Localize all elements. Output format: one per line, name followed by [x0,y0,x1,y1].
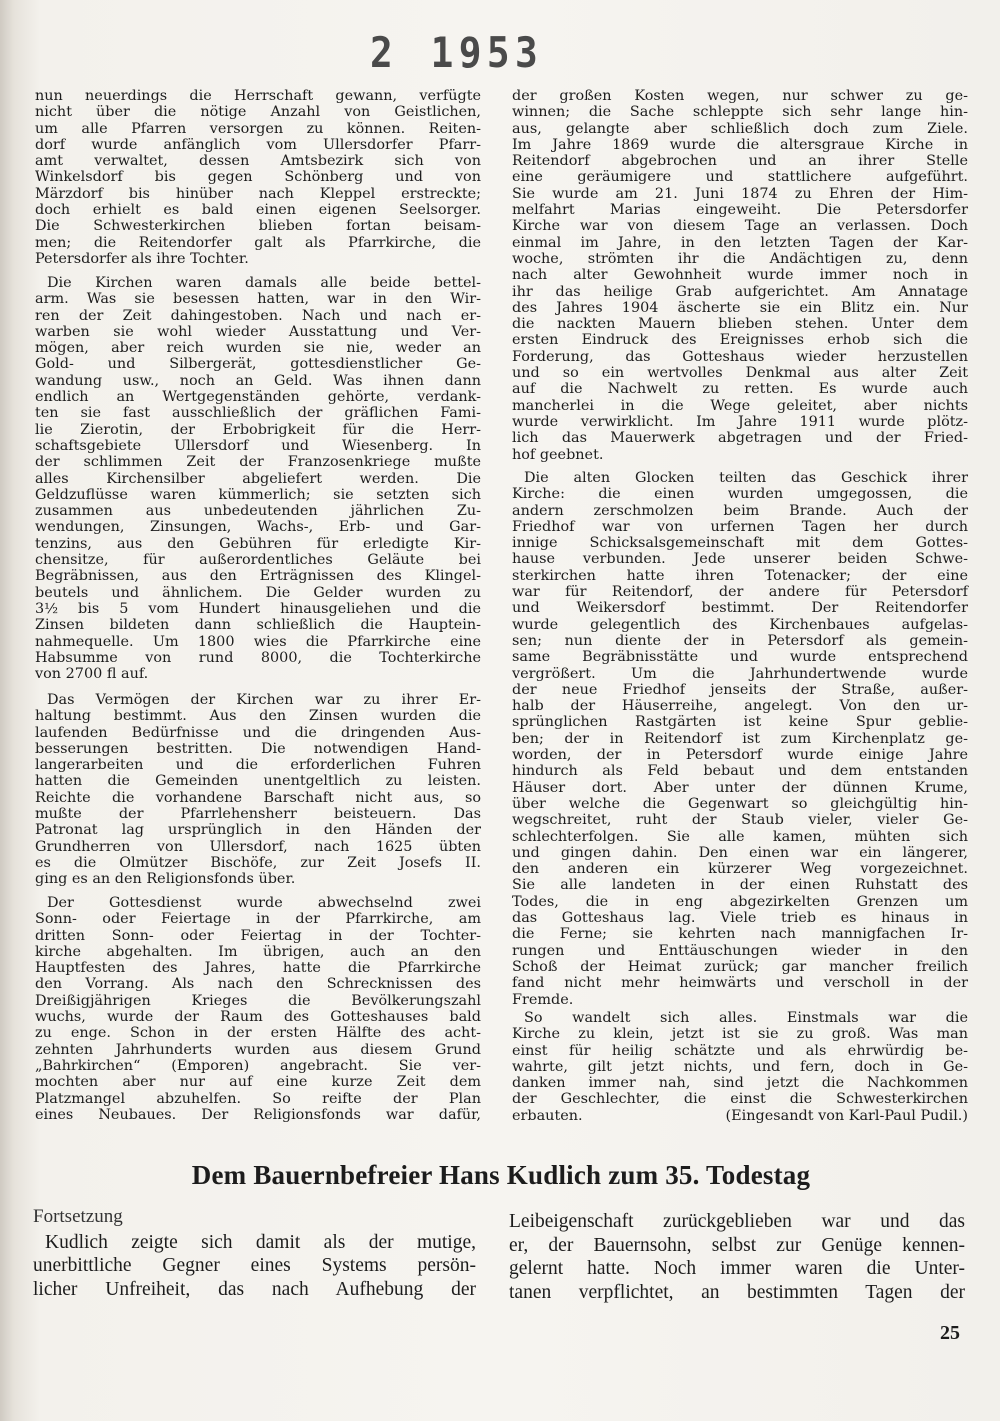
text-line: alles Kirchensilber abgeliefert werden. Die [35,470,481,487]
text-line: same Begräbnisstätte und wurde entsprechend [512,649,968,666]
text-line: doch erhielt es bald einen eigenen Seelsorger. [35,202,481,219]
text-line: Fremde. [512,991,574,1008]
text-line: Dreißigjährigen Krieges die Bevölkerungszahl [35,992,481,1009]
text-line: woche, strömten ihr die Andächtigen zu, denn [512,250,968,267]
text-line: amt verwaltet, dessen Amtsbezirk sich von [35,153,481,170]
text-line: mancherlei in die Wege geleitet, aber nichts [512,397,968,414]
text-line: Winkelsdorf bis gegen Schönberg und von [35,169,481,186]
text-line: innige Schicksalsgemeinschaft mit dem Gottes- [512,535,968,552]
text-line: Die Schwesterkirchen blieben fortan beisam- [35,218,481,235]
text-line: rungen und Enttäuschungen wieder in den [512,942,968,959]
text-line: mochten aber nur auf eine kurze Zeit dem [35,1074,481,1091]
text-line: eines Neubaues. Der Religionsfonds war dafür, [35,1106,481,1123]
text-line: ben; der in Reitendorf ist zum Kirchenplatz ge- [512,730,968,747]
text-line: chensitze, für außerordentliches Geläute bei [35,552,481,569]
text-line: eine geräumigere und stattlichere aufgeführt. [512,169,968,186]
text-line: den Vorrang. Als nach den Schrecknissen des [35,976,481,993]
text-line: fand nicht mehr heimwärts und verscholl in der [512,975,968,992]
article2-right-column [509,1210,965,1304]
text-line: ihr das heilige Grab aufgerichtet. Am Annatage [512,283,968,300]
continuation-label: Fortsetzung [33,1206,123,1227]
text-line: beutels und ähnlichem. Die Gelder wurden zu [35,584,481,601]
text-line: zusammen aus unbedeutenden jährlichen Zu- [35,503,481,520]
paragraph [512,470,968,1008]
text-line: danken immer nah, sind jetzt die Nachkommen [512,1075,968,1092]
text-line: Zinsen bildeten dann schließlich die Hauptein- [35,617,481,634]
text-line: ten sie fast ausschließlich der gräflichen Fami- [35,405,481,422]
paragraph [35,692,481,888]
paragraph [35,895,481,1123]
text-line: er, der Bauernsohn, selbst zur Genüge kennen- [509,1234,965,1256]
text-line: unerbittliche Gegner eines Systems persön- [33,1255,476,1276]
text-line: Friedhof war von urfernen Tagen her durch [512,518,968,535]
text-line: nahmequelle. Um 1800 wies die Pfarrkirche eine [35,633,481,650]
text-line: Todes, die in eng abgezirkelten Grenzen um [512,893,968,910]
text-line: wandung usw., noch an Geld. Was ihnen dann [35,372,481,389]
text-line: 3½ bis 5 vom Hundert hinausgeliehen und die [35,600,481,617]
text-line: winnen; die Sache schleppte sich sehr lange hin- [512,104,968,121]
text-line: dritten Sonn- oder Feiertag in der Tochter- [35,927,481,944]
text-line: wahrte, gilt jetzt nichts, und fern, doch in Ge- [512,1058,968,1075]
text-line: vergrößert. Um die Jahrhundertwende wurde [512,665,968,682]
text-line: hause verbunden. Jede unserer beiden Schwe- [512,551,968,568]
text-line: lie Zierotin, der Erbobrigkeit für die Herr- [35,421,481,438]
closing-line [512,1108,968,1124]
text-line: Sonn- oder Feiertage in der Pfarrkirche, am [35,911,481,928]
text-line: hindurch als Feld bebaut und dem entstanden [512,763,968,780]
text-line: es die Olmützer Bischöfe, zur Zeit Josefs II. [35,854,481,871]
text-line: um alle Pfarren versorgen zu können. Reiten- [35,120,481,137]
text-line: Die Kirchen waren damals alle beide bettel- [47,275,481,291]
text-line: Schoß der Heimat zurück; gar mancher freilich [512,958,968,975]
text-line: „Bahrkirchen“ (Emporen) angebracht. Sie ver- [35,1057,481,1074]
text-line: aus, gelangte aber schließlich doch zum Ziele. [512,120,968,137]
final-text: erbauten. [512,1107,583,1124]
text-line: der neue Friedhof jenseits der Straße, außer- [512,681,968,698]
text-line: endlich an Wertgegenständen gehörte, verdank- [35,389,481,406]
text-line: warben sie wohl wieder Ausstattung und Ver- [35,323,481,340]
text-line: men; die Reitendorfer galt als Pfarrkirche, die [35,234,481,251]
text-line: Kirche war von diesem Tage an verlassen. Doch [512,218,968,235]
paragraph [35,88,481,267]
text-line: wuchs, wurde der Raum des Gotteshauses bald [35,1009,481,1026]
text-line: Die alten Glocken teilten das Geschick ihrer [524,470,968,486]
text-line: und Weikersdorf bestimmt. Der Reitendorfer [512,600,968,617]
text-line: sterkirchen hatte ihren Totenacker; der eine [512,567,968,584]
text-line: nicht über die nötige Anzahl von Geistlichen, [35,104,481,121]
text-line: kirche abgehalten. Im übrigen, auch an den [35,943,481,960]
text-line: schaftsgebiete Ullersdorf und Wiesenberg. In [35,437,481,454]
text-line: war für Reitendorf, der andere für Petersdorf [512,584,968,601]
text-line: worden, der in Petersdorf wurde einige Jahre [512,747,968,764]
text-line: Forderung, das Gotteshaus wieder herzustellen [512,348,968,365]
text-line: haltung bestimmt. Aus den Zinsen wurden die [35,708,481,725]
text-line: ging es an den Religionsfonds über. [35,871,296,888]
text-line: Reichte die vorhandene Barschaft nicht aus, so [35,789,481,806]
paragraph [35,275,481,682]
text-line: Gold- und Silbergerät, gottesdienstlicher Ge- [35,356,481,373]
text-line: Reitendorf abgebrochen und an ihrer Stelle [512,153,968,170]
text-line: das Gotteshaus lag. Viele trieb es hinaus in [512,910,968,927]
text-line: nun neuerdings die Herrschaft gewann, verfügte [35,88,481,104]
text-line: auf die Nachwelt zu retten. Es wurde auch [512,381,968,398]
text-line: Das Vermögen der Kirchen war zu ihrer Er- [47,692,481,708]
text-line: und gingen dahin. Den einen war ein längerer, [512,844,968,861]
text-line: über welche die Gegenwart so gleichgültig hin- [512,795,968,812]
text-line: andern zerschmolzen beim Brande. Auch der [512,502,968,519]
text-line: halb der Häuserreihe, angelegt. Von den ur- [512,698,968,715]
text-line: einst für heilig schätzte und als ehrwürdig be- [512,1042,968,1059]
text-line: der großen Kosten wegen, nur schwer zu ge- [512,88,968,104]
text-line: und so ein wertvolles Denkmal aus alter Zeit [512,365,968,382]
article2-left-column [33,1205,476,1301]
text-line: arm. Was sie besessen hatten, war in den Wir- [35,291,481,308]
text-line: der schlimmen Zeit der Franzosenkriege mußte [35,454,481,471]
text-line: der Geschlechter, die einst die Schwesterkirchen [512,1091,968,1108]
text-line: So wandelt sich alles. Einstmals war die [524,1010,968,1026]
text-line: Leibeigenschaft zurückgeblieben war und das [509,1211,965,1232]
author-signature: (Eingesandt von Karl-Paul Pudil.) [725,1107,968,1124]
text-line: Grundherren von Ullersdorf, nach 1625 übten [35,838,481,855]
text-line: gelernt hatte. Noch immer waren die Unter- [509,1258,965,1279]
text-line: Sie wurde am 21. Juni 1874 zu Ehren der Him- [512,185,968,202]
text-line: Kirche zu klein, jetzt ist sie zu groß. Was man [512,1026,968,1043]
text-line: wegschreitet, ruht der Staub vieler, vieler Ge- [512,812,968,829]
text-line: Hauptfesten des Jahres, hatte die Pfarrkirche [35,960,481,977]
text-line: die nackten Mauern blieben stehen. Unter dem [512,316,968,333]
paragraph [512,1010,968,1124]
text-line: sprünglichen Rastgärten ist keine Spur geblie- [512,714,968,731]
text-line: tanen verpflichtet, an bestimmten Tagen der [509,1281,965,1303]
text-line: lich das Mauerwerk abgetragen und der Fried- [512,430,968,447]
text-line: den anderen ein kürzerer Weg vorgezeichnet. [512,861,968,878]
issue-stamp [370,28,576,77]
text-line: wurde verwirklicht. Im Jahre 1911 wurde plötz- [512,413,968,430]
text-line: Begräbnissen, aus den Erträgnissen des Klingel- [35,568,481,585]
text-line: schlechterfolgen. Sie alle kamen, mühten sich [512,828,968,845]
stamp-year: 1953 [430,28,544,77]
text-line: melfahrt Marias eingeweiht. Die Petersdorfer [512,202,968,219]
text-line: sen; nun diente der in Petersdorf als gemein- [512,632,968,649]
text-line: von 2700 fl auf. [35,666,149,683]
text-line: nach alter Gewohnheit wurde immer noch in [512,267,968,284]
text-line: mußte der Pfarrlehensherr beisteuern. Das [35,806,481,823]
text-line: mögen, aber reich wurden sie nie, weder an [35,340,481,357]
text-line: Geldzuflüsse waren kümmerlich; sie setzten sich [35,486,481,503]
text-line: ersten Eindruck des Ereignisses erhob sich die [512,332,968,349]
text-line: zu enge. Schon in der ersten Hälfte des acht- [35,1025,481,1042]
text-line: zehnten Jahrhunderts wurden aus diesem Grund [35,1041,481,1058]
text-line: Häuser dort. Aber unter der dünnen Krume, [512,779,968,796]
text-line: dorf wurde anfänglich vom Ullersdorfer Pfarr- [35,136,481,153]
text-line: Märzdorf bis hinüber nach Kleppel erstreckte; [35,185,481,202]
text-line: hof geebnet. [512,446,604,463]
text-line: Petersdorfer als ihre Tochter. [35,250,249,267]
text-line: Kudlich zeigte sich damit als der mutige, [45,1231,476,1253]
text-line: Patronat lag ursprünglich in den Händen der [35,822,481,839]
text-line: des Jahres 1904 äscherte sie ein Blitz ein. Nur [512,299,968,316]
text-line: Kirche: die einen wurden umgegossen, die [512,486,968,503]
text-line: tenzins, aus den Gebühren für erledigte Kir- [35,535,481,552]
text-line: Platzmangel abzuhelfen. So reifte der Plan [35,1090,481,1107]
text-line: hatten die Gemeinden unentgeltlich zu leisten. [35,773,481,790]
stamp-issue: 2 [370,28,399,77]
text-line: einmal im Jahre, in den letzten Tagen der Kar- [512,234,968,251]
text-line: laufenden Bedürfnisse und die dringenden Aus- [35,724,481,741]
text-line: licher Unfreiheit, das nach Aufhebung der [33,1278,476,1300]
text-line: die Ferne; sie kehrten nach mannigfachen Ir- [512,926,968,943]
text-line: wurde gelegentlich des Kirchenbaues aufgelas- [512,616,968,633]
text-line: wendungen, Zinsungen, Wachs-, Erb- und Gar- [35,519,481,536]
text-line: Habsumme von rund 8000, die Tochterkirche [35,649,481,666]
page-number: 25 [940,1322,960,1344]
text-line: langerarbeiten und die erforderlichen Fuhren [35,757,481,774]
paragraph [512,88,968,463]
text-line: besserungen bestritten. Die notwendigen Hand- [35,740,481,757]
text-line: Sie alle landeten in der einen Ruhstatt des [512,877,968,894]
article-heading: Dem Bauernbefreier Hans Kudlich zum 35. Todestag [191,1160,811,1190]
text-line: Im Jahre 1869 wurde die altersgraue Kirche in [512,136,968,153]
text-line: ren der Zeit dahingestoben. Nach und nach er- [35,307,481,324]
text-line: Der Gottesdienst wurde abwechselnd zwei [47,895,481,911]
